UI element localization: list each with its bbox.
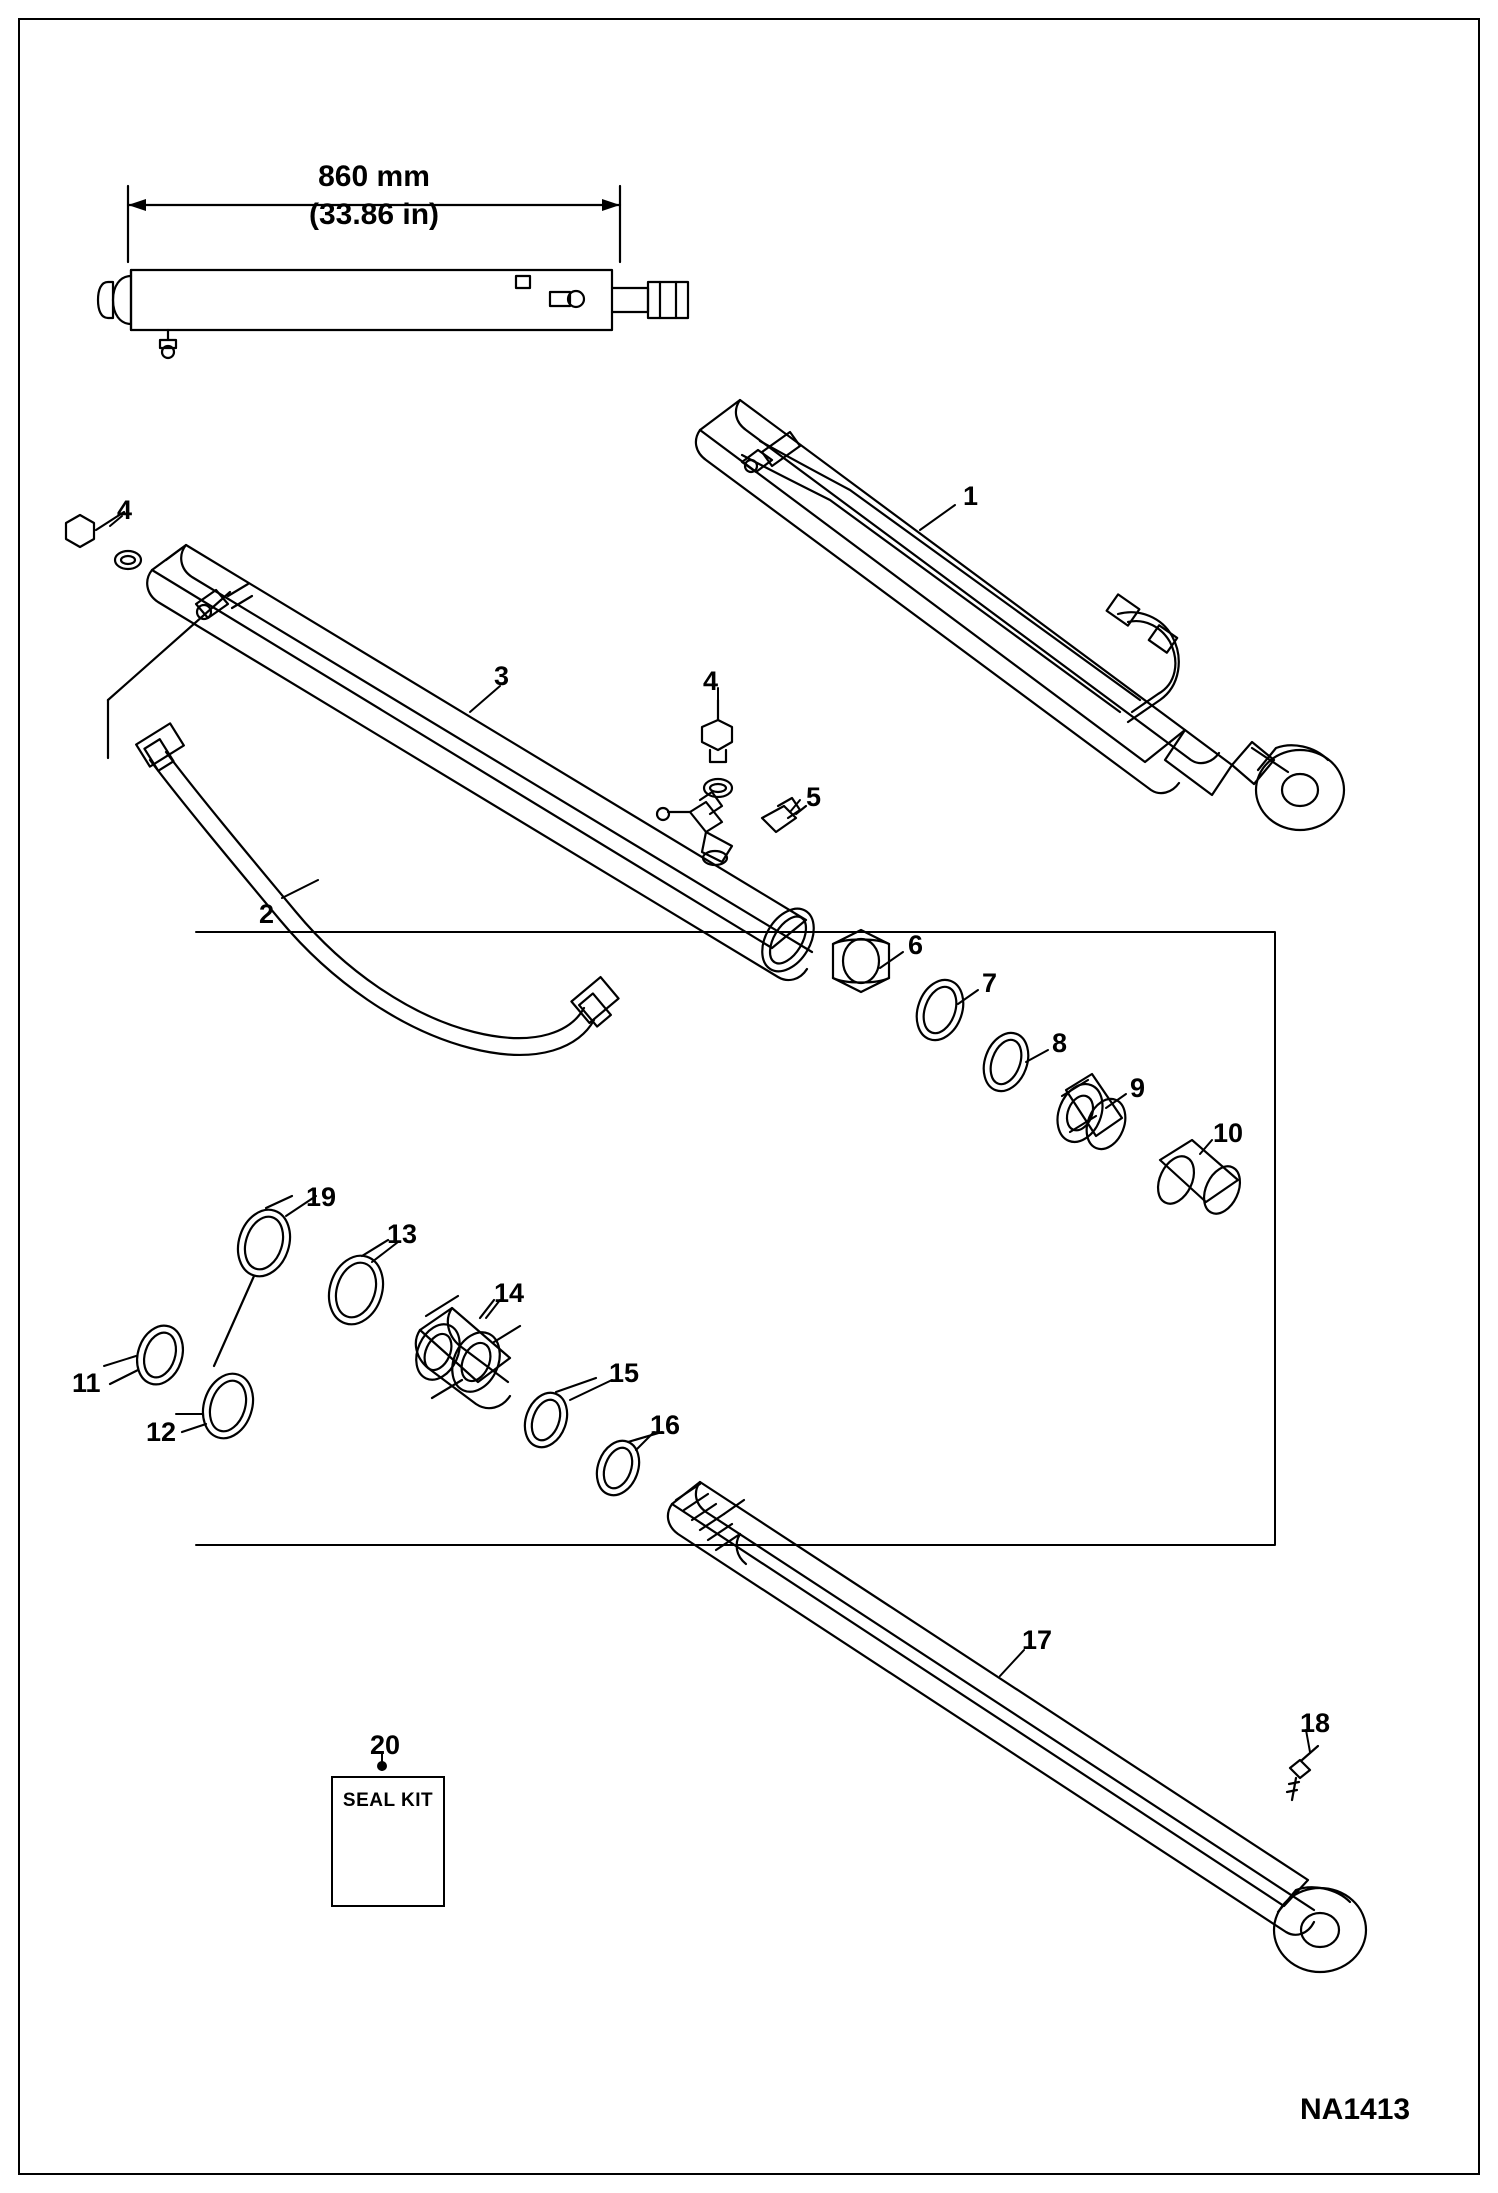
callout-10: 10: [1213, 1118, 1244, 1148]
callout-18: 18: [1300, 1708, 1331, 1738]
callout-2: 2: [259, 899, 275, 929]
callout-6: 6: [908, 930, 924, 960]
callout-16: 16: [650, 1410, 681, 1440]
callout-4-mid: 4: [703, 666, 719, 696]
callout-12: 12: [146, 1417, 177, 1447]
callout-1: 1: [963, 481, 979, 511]
top-cylinder-assembly: [98, 270, 688, 358]
item-18-grease-fitting: [1287, 1746, 1318, 1800]
item-6-nut: [833, 930, 889, 992]
callout-17: 17: [1022, 1625, 1053, 1655]
seal-kit-box: [331, 1776, 445, 1907]
item-14-piston: [408, 1296, 520, 1408]
callout-5: 5: [806, 782, 822, 812]
callout-4-left: 4: [117, 495, 133, 525]
callout-13: 13: [387, 1219, 418, 1249]
item-10-bushing: [1151, 1140, 1247, 1219]
callout-8: 8: [1052, 1028, 1068, 1058]
figure-code: NA1413: [1300, 2093, 1411, 2126]
callout-11: 11: [72, 1368, 101, 1398]
callout-19: 19: [306, 1182, 337, 1212]
item-17-rod: [668, 1482, 1366, 1972]
item-7-oring: [909, 973, 972, 1046]
item-2-hose: [108, 592, 619, 1055]
item-11-oring: [110, 1320, 190, 1391]
callout-9: 9: [1130, 1073, 1146, 1103]
item-13-oring: [320, 1240, 391, 1331]
item-5-fitting: [762, 798, 806, 832]
item-15-oring: [518, 1378, 596, 1453]
callout-3: 3: [494, 661, 510, 691]
exploded-group-frame: [196, 932, 1275, 1545]
callout-20: 20: [370, 1730, 401, 1760]
callout-7: 7: [982, 968, 998, 998]
item-16-oring: [590, 1432, 662, 1501]
dimension-imperial: (33.86 in): [308, 198, 440, 231]
item-1-cylinder-assembly: [696, 400, 1344, 830]
callout-14: 14: [494, 1278, 525, 1308]
item-12-oring: [182, 1367, 261, 1445]
callout-15: 15: [609, 1358, 640, 1388]
item-19-oring: [214, 1196, 298, 1366]
dimension-metric: 860 mm: [318, 160, 430, 193]
item-9-gland: [1049, 1074, 1132, 1155]
seal-kit-label: SEAL KIT: [342, 1790, 434, 1811]
